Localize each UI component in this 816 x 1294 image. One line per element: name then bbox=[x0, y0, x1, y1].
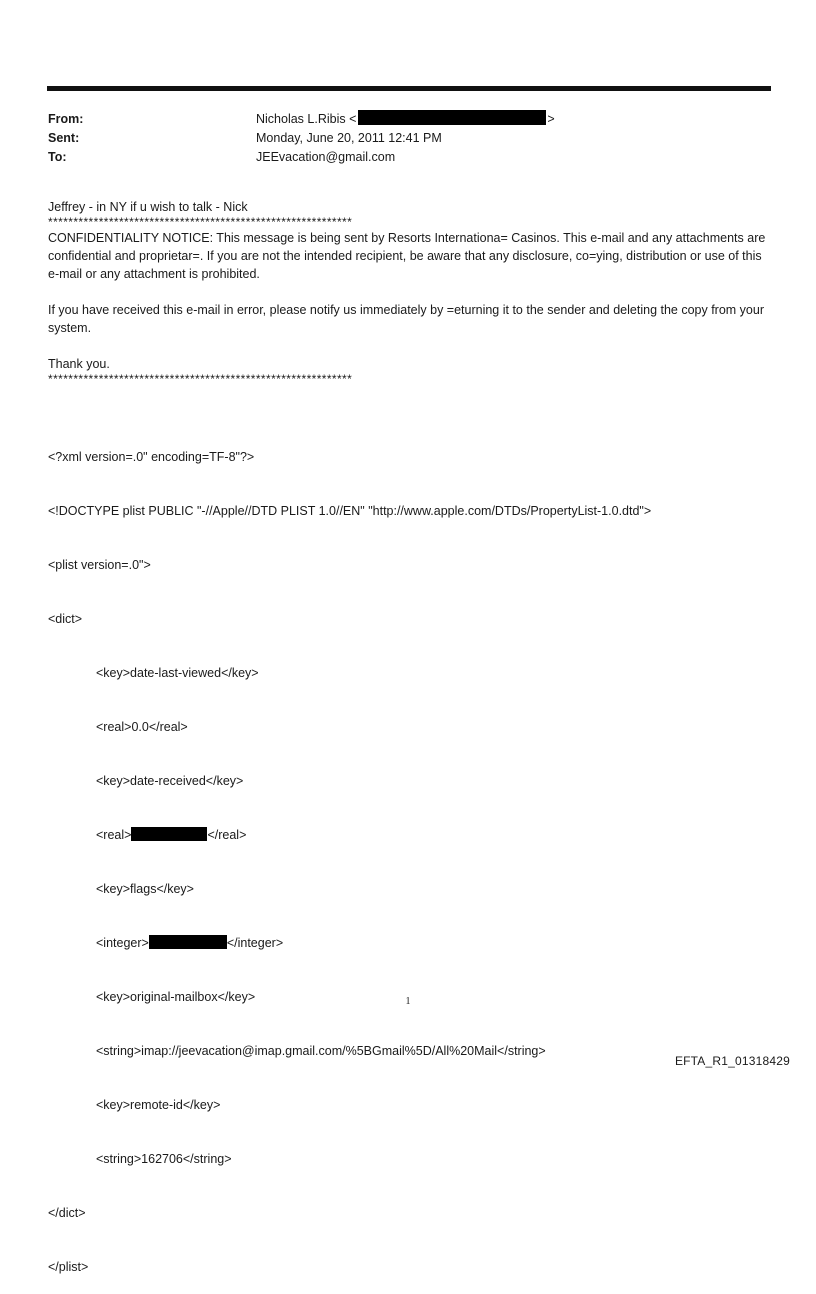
thanks: Thank you. bbox=[48, 357, 110, 371]
xml-line: <key>date-last-viewed</key> bbox=[96, 666, 259, 680]
xml-line: <key>flags</key> bbox=[96, 882, 194, 896]
to-value: JEEvacation@gmail.com bbox=[256, 150, 396, 164]
page-number: 1 bbox=[405, 996, 411, 1007]
email-body bbox=[48, 198, 773, 386]
error-notice: If you have received this e-mail in error, please notify us immediately by =eturning it to the sender and deleting the copy from your system. bbox=[48, 303, 765, 335]
from-value bbox=[256, 110, 555, 129]
xml-line: <?xml version=.0" encoding=TF-8"?> bbox=[48, 450, 255, 464]
xml-line: <key>remote-id</key> bbox=[96, 1098, 221, 1112]
header-rule bbox=[47, 86, 771, 91]
real-close: </real> bbox=[207, 828, 247, 842]
integer-open: <integer> bbox=[96, 936, 149, 950]
integer-close: </integer> bbox=[226, 936, 284, 950]
stars-divider-bottom: ************************************************************ bbox=[48, 372, 353, 386]
xml-line: <key>original-mailbox</key> bbox=[96, 990, 256, 1004]
xml-line: <plist version=.0"> bbox=[48, 558, 151, 572]
from-label: From: bbox=[48, 112, 84, 126]
to-label: To: bbox=[48, 150, 67, 164]
xml-line: </plist> bbox=[48, 1260, 89, 1274]
sent-label: Sent: bbox=[48, 131, 80, 145]
document-id: EFTA_R1_01318429 bbox=[674, 1054, 790, 1068]
redacted-email bbox=[358, 110, 546, 125]
stars-divider-top: ************************************************************ bbox=[48, 215, 353, 229]
xml-line: <!DOCTYPE plist PUBLIC "-//Apple//DTD PLIST 1.0//EN" "http://www.apple.com/DTDs/PropertyList-1.0.dtd"> bbox=[48, 504, 652, 518]
xml-line: </dict> bbox=[48, 1206, 86, 1220]
xml-line-integer bbox=[48, 934, 651, 952]
greeting: Jeffrey - in NY if u wish to talk - Nick bbox=[48, 200, 248, 214]
xml-line: <real>0.0</real> bbox=[96, 720, 188, 734]
confidentiality-notice: CONFIDENTIALITY NOTICE: This message is being sent by Resorts Internationa= Casinos. This e-mail and any attachments are confidential and proprietar=. If you are not the intended recipient, be aware that any disclosure, co=ying, distribution or use of this e-mail or any attachment is prohibited. bbox=[48, 231, 766, 281]
xml-line: <string>imap://jeevacation@imap.gmail.com/%5BGmail%5D/All%20Mail</string> bbox=[96, 1044, 546, 1058]
redacted-integer bbox=[149, 935, 227, 949]
xml-line: <key>date-received</key> bbox=[96, 774, 244, 788]
from-name: Nicholas L.Ribis < bbox=[256, 112, 357, 126]
plist-xml bbox=[48, 412, 651, 1294]
xml-line: <dict> bbox=[48, 612, 83, 626]
xml-line-real bbox=[48, 826, 651, 844]
xml-line: <string>162706</string> bbox=[96, 1152, 232, 1166]
sent-value: Monday, June 20, 2011 12:41 PM bbox=[256, 131, 442, 145]
from-tail: > bbox=[547, 112, 555, 126]
real-open: <real> bbox=[96, 828, 132, 842]
redacted-real bbox=[131, 827, 207, 841]
